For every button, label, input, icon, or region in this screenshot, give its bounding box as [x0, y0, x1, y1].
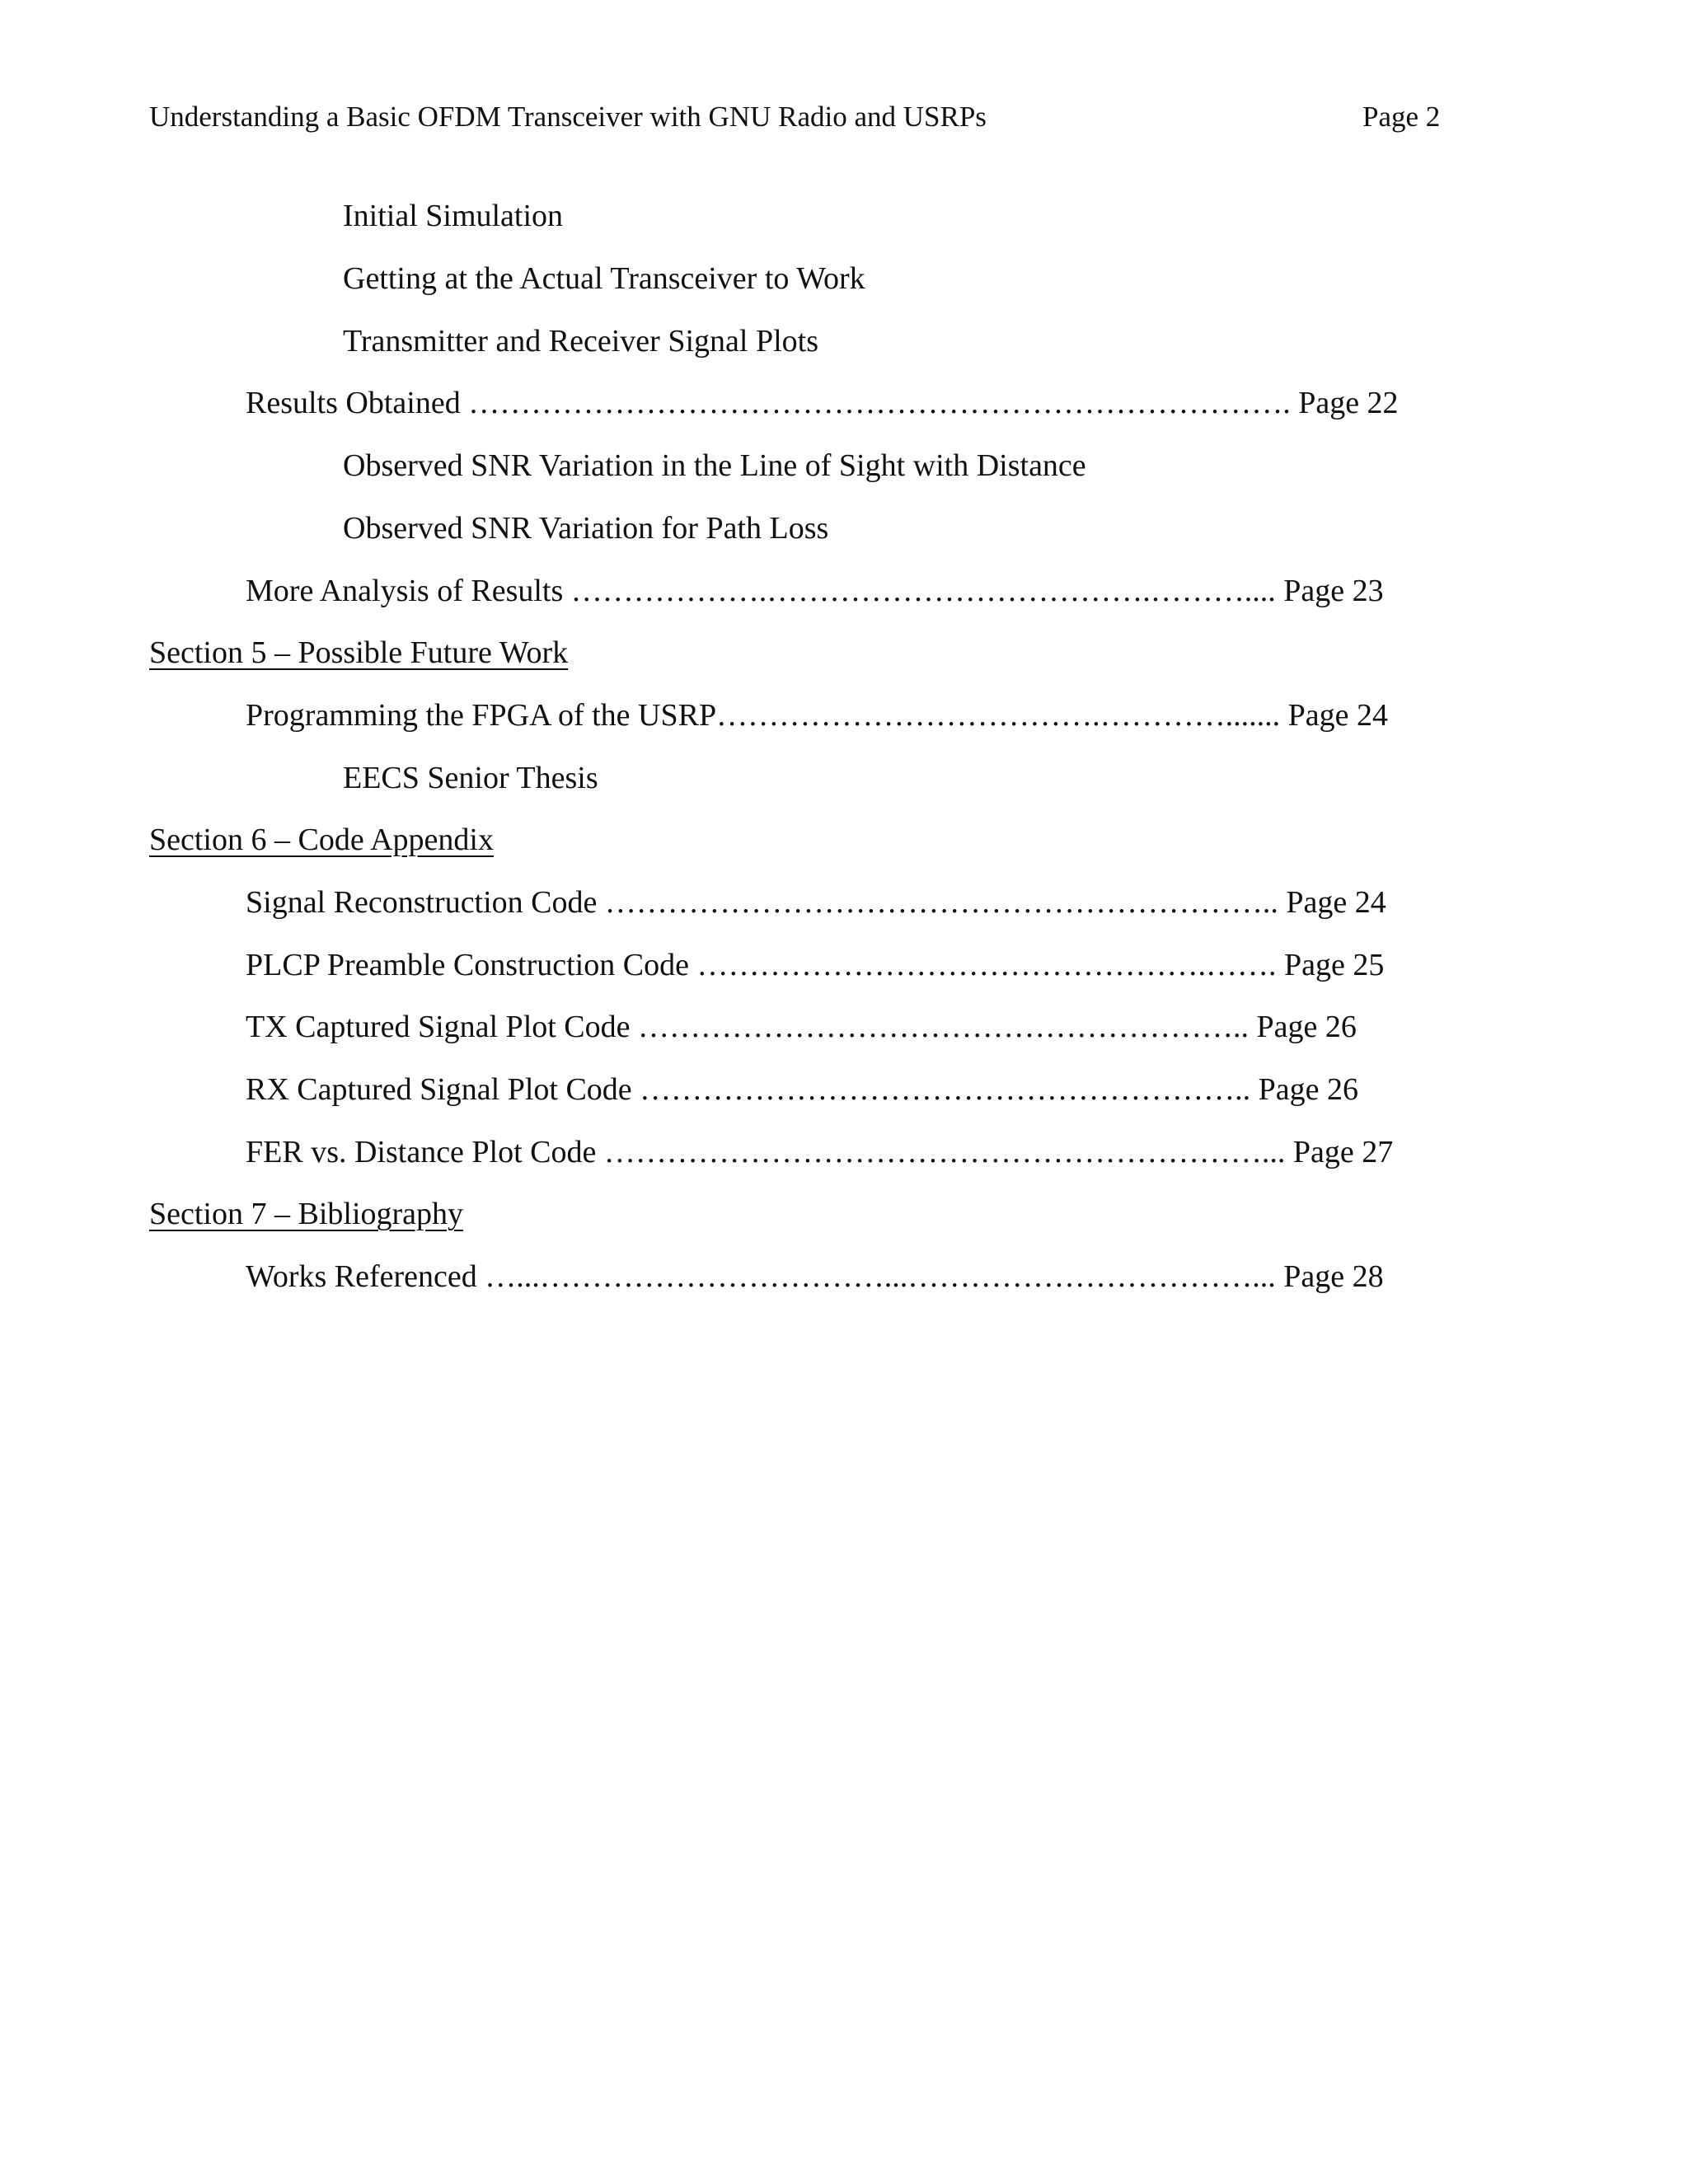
toc-entry-signal-reconstruction-code: Signal Reconstruction Code ……………………………………………………….. Page 24 [246, 885, 1386, 920]
toc-entry-tx-plot-code: TX Captured Signal Plot Code ………………………………………………….. Page 26 [246, 1010, 1357, 1044]
toc-section-5: Section 5 – Possible Future Work [149, 635, 569, 670]
toc-entry-eecs-senior-thesis: EECS Senior Thesis [343, 761, 598, 795]
toc-entry-signal-plots: Transmitter and Receiver Signal Plots [343, 324, 818, 359]
toc-entry-more-analysis: More Analysis of Results ……………….……………………………….……….... Page 23 [246, 574, 1384, 608]
toc-entry-rx-plot-code: RX Captured Signal Plot Code ………………………………………………….. Page 26 [246, 1072, 1359, 1107]
toc-entry-works-referenced: Works Referenced …...……………………………...……………………………... Page 28 [246, 1259, 1384, 1294]
toc-entry-initial-simulation: Initial Simulation [343, 199, 564, 233]
document-title: Understanding a Basic OFDM Transceiver with GNU Radio and USRPs [149, 101, 987, 133]
toc-section-7: Section 7 – Bibliography [149, 1197, 464, 1231]
page-number: Page 2 [1362, 101, 1441, 133]
toc-entry-snr-line-of-sight: Observed SNR Variation in the Line of Sight with Distance [343, 448, 1086, 483]
toc-entry-fer-distance-code: FER vs. Distance Plot Code ………………………………………………………... Page 27 [246, 1135, 1394, 1169]
toc-section-6: Section 6 – Code Appendix [149, 823, 494, 857]
toc-entry-results-obtained: Results Obtained ……………………………………………………………………. Page 22 [246, 386, 1399, 420]
toc-entry-programming-fpga: Programming the FPGA of the USRP……………………………….…………....... Page 24 [246, 698, 1388, 733]
toc-entry-getting-transceiver-to-work: Getting at the Actual Transceiver to Work [343, 261, 865, 296]
toc-entry-plcp-preamble-code: PLCP Preamble Construction Code ………………………………………….……. Page 25 [246, 948, 1385, 982]
toc-entry-snr-path-loss: Observed SNR Variation for Path Loss [343, 511, 829, 546]
